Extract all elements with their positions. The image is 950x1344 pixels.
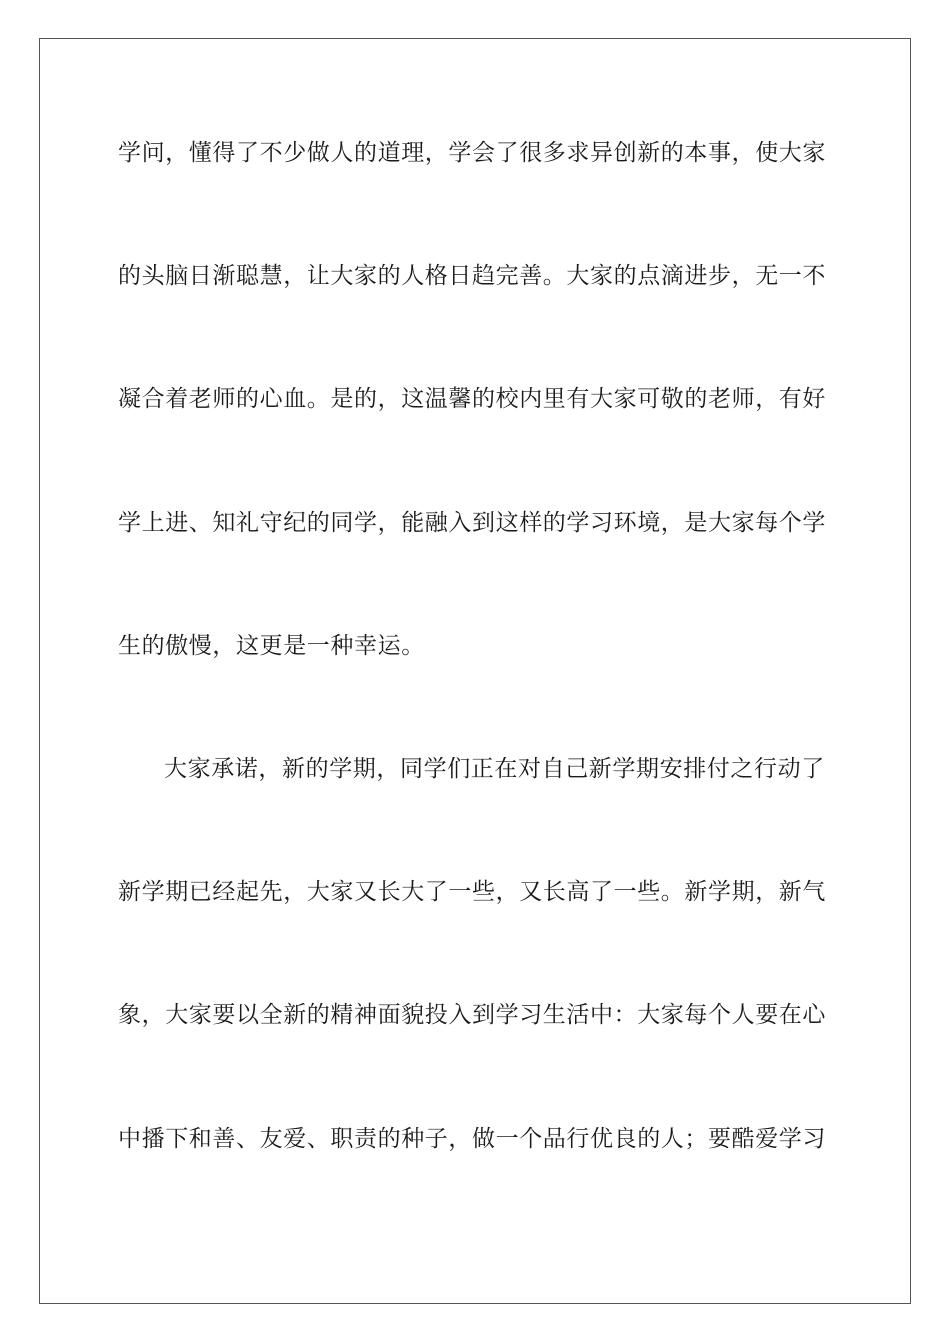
paragraph-start-line: 大家承诺，新的学期，同学们正在对自己新学期安排付之行动了 [164,756,825,782]
text-line-1: 学问，懂得了不少做人的道理，学会了很多求异创新的本事，使大家 [118,140,826,166]
text-line-7: 新学期已经起先，大家又长大了一些，又长高了一些。新学期，新气 [118,879,826,905]
text-line-5: 生的傲慢，这更是一种幸运。 [118,633,425,659]
text-line-3: 凝合着老师的心血。是的，这温馨的校内里有大家可敬的老师，有好 [118,386,826,412]
text-line-9: 中播下和善、友爱、职责的种子，做一个品行优良的人；要酷爱学习 [118,1126,826,1152]
text-line-2: 的头脑日渐聪慧，让大家的人格日趋完善。大家的点滴进步，无一不 [118,263,826,289]
text-line-8: 象，大家要以全新的精神面貌投入到学习生活中：大家每个人要在心 [118,1002,826,1028]
page-border [39,38,911,1304]
text-line-4: 学上进、知礼守纪的同学，能融入到这样的学习环境，是大家每个学 [118,510,826,536]
